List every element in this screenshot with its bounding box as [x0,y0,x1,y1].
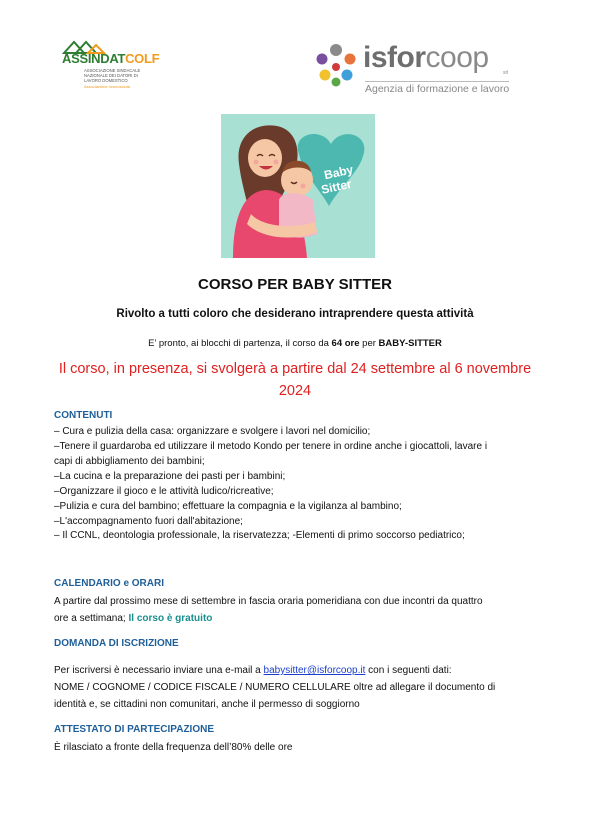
assindatcolf-logo [62,40,172,89]
course-subtitle: Rivolto a tutti coloro che desiderano intraprendere questa attività [116,308,474,320]
assindatcolf-subtitle: ASSOCIAZIONE SINDACALE NAZIONALE DEI DATORI DI LAVORO DOMESTICO [84,68,141,83]
contenuti-line-5: –Organizzare il gioco e le attività ludico/ricreative; [54,486,274,497]
email-link[interactable]: babysitter@isforcoop.it [263,665,366,676]
section-heading-contenuti: CONTENUTI [54,410,113,421]
contenuti-line-2: –Tenere il guardaroba ed utilizzare il metodo Kondo per tenere in ordine anche i giocattoli, lavare i [54,441,488,452]
contenuti-line-6: –Pulizia e cura del bambino; effettuare la compagnia e la vigilanza al bambino; [54,501,402,512]
contenuti-line-1: – Cura e pulizia della casa: organizzare e svolgere i lavori nel domicilio; [54,426,371,437]
calendario-line-2: ore a settimana; Il corso è gratuito [54,613,213,624]
assindatcolf-wordmark: ASSINDATCOLF [62,51,160,66]
course-dates-line-1: Il corso, in presenza, si svolgerà a partire dal 24 settembre al 6 novembre [58,361,532,377]
contenuti-line-4: –La cucina e la preparazione dei pasti per i bambini; [54,471,286,482]
section-heading-calendario: CALENDARIO e ORARI [54,578,165,589]
isforcoop-tagline: Agenzia di formazione e lavoro [365,83,510,95]
heart-badge-text-2: Sitter [319,176,353,197]
course-dates-line-2: 2024 [278,383,312,399]
section-heading-attestato: ATTESTATO DI PARTECIPAZIONE [54,724,214,735]
heart-badge-text-1: Baby [322,162,355,183]
isforcoop-logo [313,40,513,100]
mother-face [248,139,282,177]
calendario-line-1: A partire dal prossimo mese di settembre in fascia oraria pomeridiana con due incontri da quattro [54,596,483,607]
contenuti-line-7: –L'accompagnamento fuori dall'abitazione; [54,516,243,527]
course-title: CORSO PER BABY SITTER [198,276,392,293]
free-course-highlight: Il corso è gratuito [128,613,213,624]
baby-sitter-illustration [221,114,375,258]
course-intro: E’ pronto, ai blocchi di partenza, il corso da 64 ore per BABY-SITTER [148,338,442,349]
isforcoop-suffix: srl [503,70,509,76]
iscrizione-line-1: Per iscriversi è necessario inviare una e-mail a babysitter@isforcoop.it con i seguenti dati: [54,665,452,676]
attestato-line-1: È rilasciato a fronte della frequenza dell’80% delle ore [54,742,293,753]
assindatcolf-tagline: Associazione riconosciuta [84,84,131,89]
iscrizione-line-3: identità e, se cittadini non comunitari, anche il permesso di soggiorno [54,699,360,710]
contenuti-line-8: – Il CCNL, deontologia professionale, la riservatezza; -Elementi di primo soccorso pediatrico; [54,530,465,541]
isforcoop-wordmark: isforcoop [363,41,489,74]
iscrizione-line-2: NOME / COGNOME / CODICE FISCALE / NUMERO CELLULARE oltre ad allegare il documento di [54,682,496,693]
section-heading-iscrizione: DOMANDA DI ISCRIZIONE [54,638,179,649]
contenuti-line-3: capi di abbigliamento dei bambini; [54,456,205,467]
isforcoop-dots-icon [313,42,359,88]
